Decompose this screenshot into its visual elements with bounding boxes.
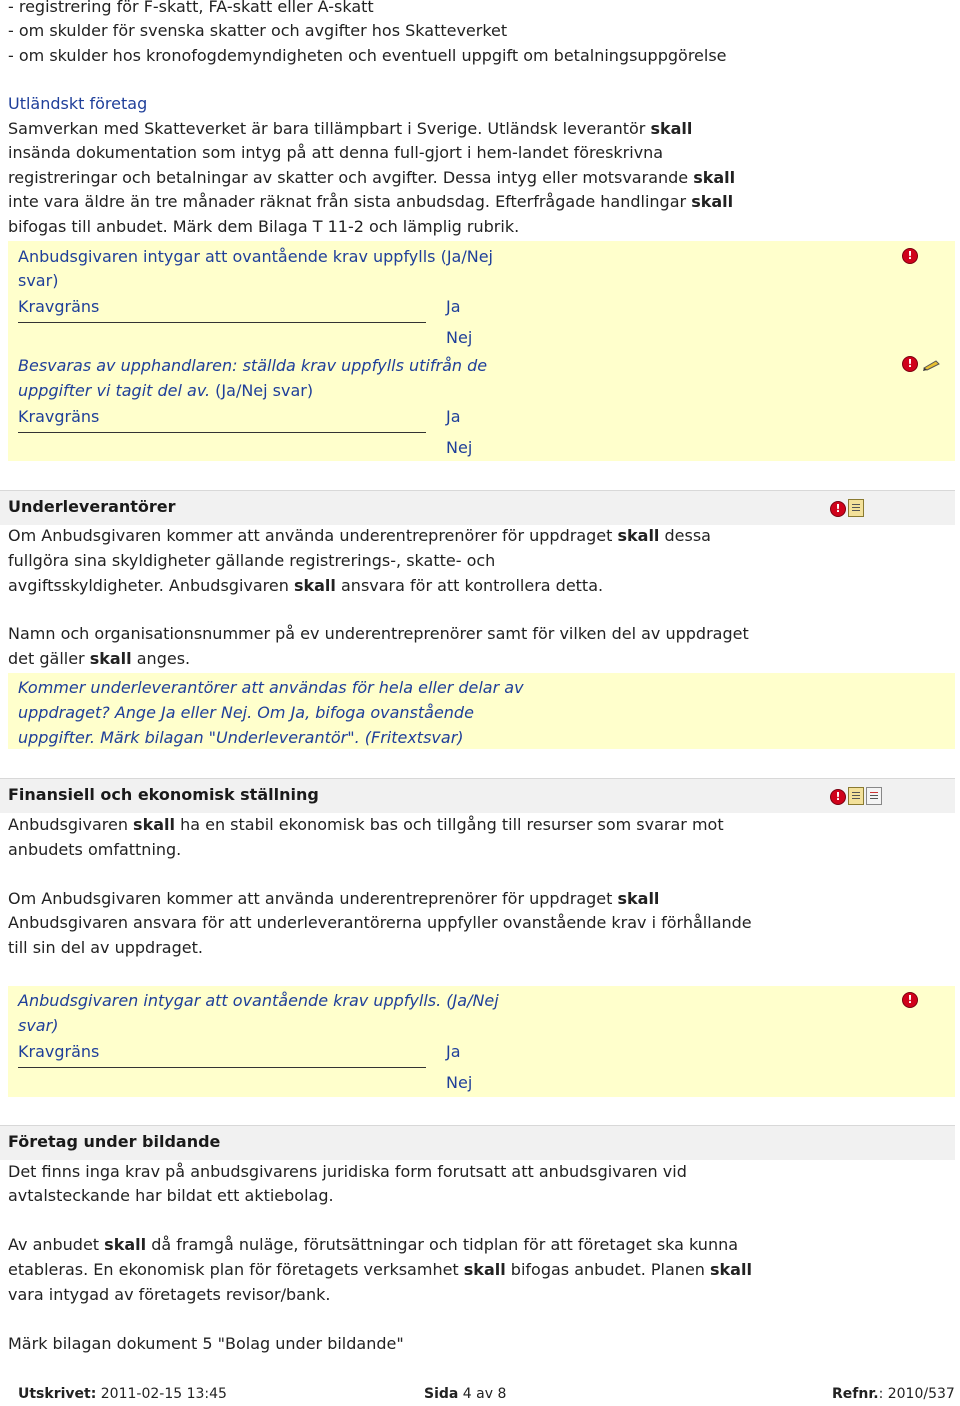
text-line: insända dokumentation som intyg på att denna full-gjort i hem-landet föreskrivna (8, 143, 664, 162)
warning-icon[interactable]: ! (902, 356, 918, 372)
text-line: bifogas till anbudet. Märk dem Bilaga T 11-2 och lämplig rubrik. (8, 217, 520, 236)
text-line: Av anbudet skall då framgå nuläge, förutsättningar och tidplan för att företaget ska kunna (8, 1235, 739, 1254)
option-yes[interactable]: Ja (446, 407, 461, 426)
intro-line: - registrering för F-skatt, FA-skatt eller A-skatt (8, 0, 374, 16)
option-no[interactable]: Nej (446, 1073, 473, 1092)
pen-icon[interactable] (922, 357, 938, 367)
option-yes[interactable]: Ja (446, 297, 461, 316)
text-line: anbudets omfattning. (8, 840, 182, 859)
answer-box (8, 241, 955, 461)
document-icon[interactable] (848, 499, 864, 517)
text-line: till sin del av uppdraget. (8, 938, 203, 957)
question-text: uppgifter vi tagit del av. (Ja/Nej svar) (18, 381, 314, 400)
warning-icon[interactable]: ! (902, 992, 918, 1008)
text-line: etableras. En ekonomisk plan för företagets verksamhet skall bifogas anbudet. Planen skall (8, 1260, 752, 1279)
text-line: fullgöra sina skyldigheter gällande registrerings-, skatte- och (8, 551, 496, 570)
option-no[interactable]: Nej (446, 328, 473, 347)
section-title: Finansiell och ekonomisk ställning (8, 785, 319, 804)
text-line: Namn och organisationsnummer på ev underentreprenörer samt för vilken del av uppdraget (8, 624, 749, 643)
text-line: Samverkan med Skatteverket är bara tillämpbart i Sverige. Utländsk leverantör skall (8, 119, 693, 138)
section-header-sub (0, 490, 955, 525)
warning-icon[interactable]: ! (830, 789, 846, 805)
text-line: avgiftsskyldigheter. Anbudsgivaren skall ansvara för att kontrollera detta. (8, 576, 604, 595)
question-text: Besvaras av upphandlaren: ställda krav uppfylls utifrån de (18, 356, 488, 375)
question-text: uppdraget? Ange Ja eller Nej. Om Ja, bifoga ovanstående (18, 703, 474, 722)
text-line: vara intygad av företagets revisor/bank. (8, 1285, 331, 1304)
footer-ref: Refnr.: 2010/537 (832, 1386, 955, 1402)
question-text: Anbudsgivaren intygar att ovantående krav uppfylls. (Ja/Nej (18, 991, 499, 1010)
warning-icon[interactable]: ! (902, 248, 918, 264)
section-title: Underleverantörer (8, 497, 176, 516)
section-title: Företag under bildande (8, 1132, 221, 1151)
question-text: svar) (18, 1016, 59, 1035)
intro-line: - om skulder hos kronofogdemyndigheten och eventuell uppgift om betalningsuppgörelse (8, 46, 727, 65)
warning-icon[interactable]: ! (830, 501, 846, 517)
footer-page: Sida 4 av 8 (424, 1386, 507, 1402)
text-line: inte vara äldre än tre månader räknat från sista anbudsdag. Efterfrågade handlingar skall (8, 192, 734, 211)
option-no[interactable]: Nej (446, 438, 473, 457)
text-line: Anbudsgivaren skall ha en stabil ekonomisk bas och tillgång till resurser som svarar mot (8, 815, 724, 834)
limit-label: Kravgräns (18, 297, 100, 316)
text-line: Märk bilagan dokument 5 "Bolag under bildande" (8, 1334, 404, 1353)
text-line: Det finns inga krav på anbudsgivarens juridiska form forutsatt att anbudsgivaren vid (8, 1162, 687, 1181)
question-text: Kommer underleverantörer att användas för hela eller delar av (18, 678, 524, 697)
limit-underline (18, 1067, 426, 1068)
option-yes[interactable]: Ja (446, 1042, 461, 1061)
section-heading-foreign: Utländskt företag (8, 94, 148, 113)
document-icon[interactable] (848, 787, 864, 805)
question-text: uppgifter. Märk bilagan "Underleverantör". (Fritextsvar) (18, 728, 464, 747)
footer-printed: Utskrivet: 2011-02-15 13:45 (18, 1386, 227, 1402)
text-line: Anbudsgivaren ansvara för att underleverantörerna uppfyller ovanstående krav i förhållande (8, 913, 752, 932)
limit-underline (18, 322, 426, 323)
question-text: svar) (18, 271, 59, 290)
text-line: det gäller skall anges. (8, 649, 191, 668)
text-line: Om Anbudsgivaren kommer att använda underentreprenörer för uppdraget skall dessa (8, 526, 711, 545)
text-line: Om Anbudsgivaren kommer att använda underentreprenörer för uppdraget skall (8, 889, 660, 908)
limit-label: Kravgräns (18, 1042, 100, 1061)
intro-line: - om skulder för svenska skatter och avgifter hos Skatteverket (8, 21, 508, 40)
limit-underline (18, 432, 426, 433)
print-icon[interactable] (866, 787, 882, 805)
text-line: avtalsteckande har bildat ett aktiebolag. (8, 1186, 334, 1205)
section-header-bild (0, 1125, 955, 1160)
section-header-fin (0, 778, 955, 813)
limit-label: Kravgräns (18, 407, 100, 426)
question-text: Anbudsgivaren intygar att ovantående krav uppfylls (Ja/Nej (18, 247, 493, 266)
text-line: registreringar och betalningar av skatter och avgifter. Dessa intyg eller motsvarande skall (8, 168, 736, 187)
